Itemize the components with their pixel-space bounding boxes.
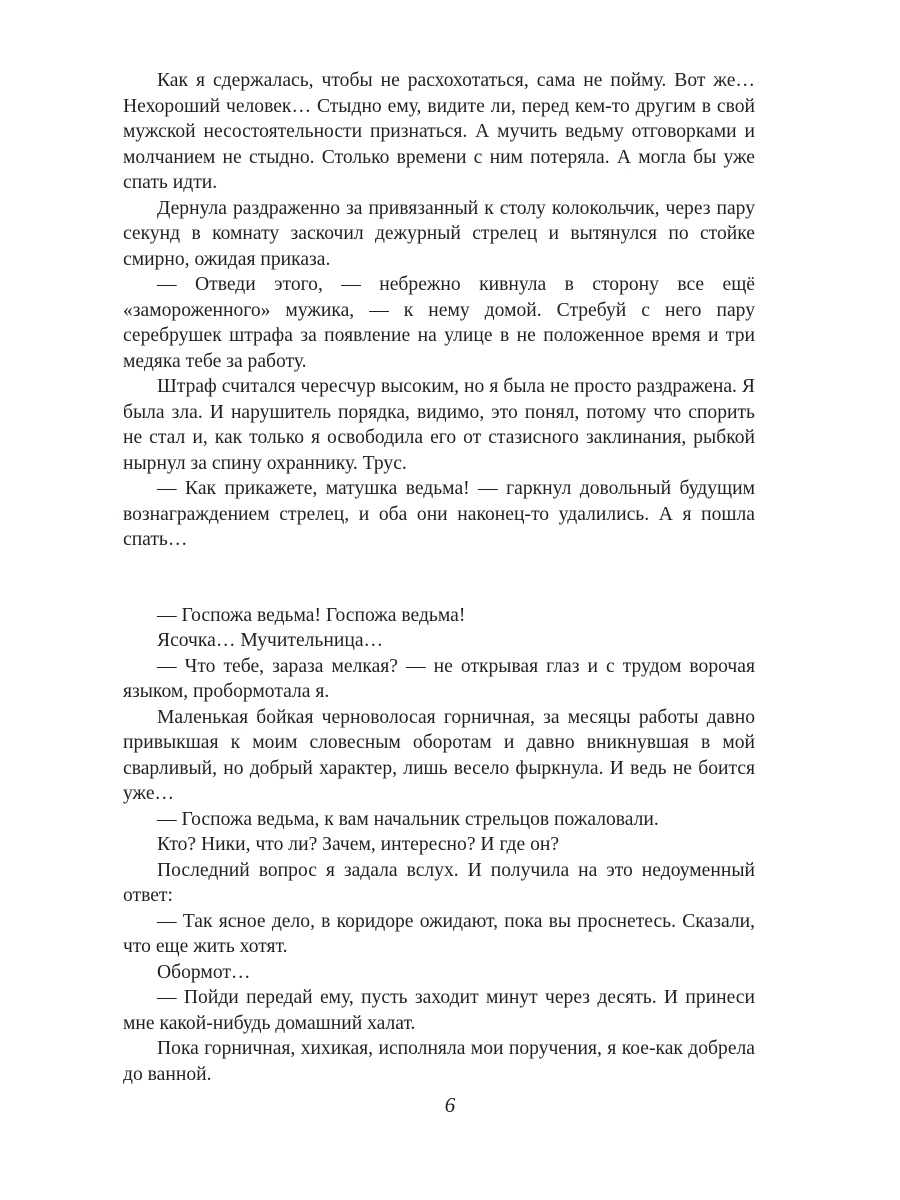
paragraph: Обормот… — [157, 961, 251, 983]
paragraph: Как я сдержалась, чтобы не расхохотаться, сама не пойму. Вот же… Нехороший человек… Стыдно ему, видите ли, перед кем-то другим в свой мужской несостоятельности признаться. А мучить ведьму отговорками и молчанием не стыдно. Столько времени с ним потеряла. А могла бы уже спать идти. — [123, 70, 755, 193]
paragraph: — Что тебе, зараза мелкая? — не открывая глаз и с трудом ворочая языком, пробормотала я. — [123, 655, 755, 702]
paragraph: — Госпожа ведьма! Госпожа ведьма! — [157, 604, 466, 626]
paragraph: Пока горничная, хихикая, исполняла мои поручения, я кое-как добрела до ванной. — [123, 1038, 755, 1085]
paragraph: — Так ясное дело, в коридоре ожидают, пока вы проснетесь. Сказали, что еще жить хотят. — [123, 910, 755, 957]
paragraph: Штраф считался чересчур высоким, но я была не просто раздражена. Я была зла. И нарушитель порядка, видимо, это понял, потому что спорить не стал и, как только я освободила его от стазисного заклинания, рыбкой нырнул за спину охраннику. Трус. — [123, 376, 755, 474]
paragraph: — Отведи этого, — небрежно кивнула в сторону все ещё «замороженного» мужика, — к нему домой. Стребуй с него пару серебрушек штрафа за появление на улице в не положенное время и три медяка тебе за работу. — [123, 274, 755, 372]
paragraph: — Госпожа ведьма, к вам начальник стрельцов пожаловали. — [157, 808, 659, 830]
page-number: 6 — [444, 1093, 456, 1117]
section-break — [123, 553, 755, 603]
paragraph: Последний вопрос я задала вслух. И получила на это недоуменный ответ: — [123, 859, 755, 906]
paragraph: — Как прикажете, матушка ведьма! — гаркнул довольный будущим вознаграждением стрелец, и оба они наконец-то удалились. А я пошла спать… — [123, 478, 755, 550]
paragraph: Ясочка… Мучительница… — [157, 630, 384, 651]
paragraph: Маленькая бойкая черноволосая горничная, за месяцы работы давно привыкшая к моим словесным оборотам и давно вникнувшая в мой сварливый, но добрый характер, лишь весело фыркнула. И ведь не боится уже… — [123, 706, 755, 804]
paragraph: Кто? Ники, что ли? Зачем, интересно? И где он? — [157, 834, 560, 855]
paragraph: Дернула раздраженно за привязанный к столу колокольчик, через пару секунд в комнату заскочил дежурный стрелец и вытянулся по стойке смирно, ожидая приказа. — [123, 197, 755, 270]
paragraph: — Пойди передай ему, пусть заходит минут через десять. И принеси мне какой-нибудь домашний халат. — [123, 987, 755, 1034]
book-page-text — [123, 68, 755, 1087]
